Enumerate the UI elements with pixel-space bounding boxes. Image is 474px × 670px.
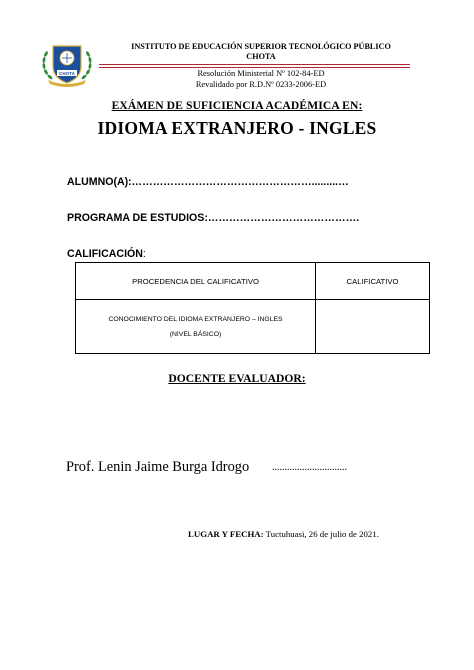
- header-divider-thin: [99, 67, 410, 68]
- student-field: [67, 176, 349, 188]
- institute-logo: [38, 40, 96, 88]
- origin-cell: [76, 300, 316, 354]
- student-label: ALUMNO(A): [67, 176, 129, 188]
- laurel-left-icon: [42, 51, 53, 80]
- evaluator-name: Prof. Lenin Jaime Burga Idrogo: [66, 459, 250, 475]
- header-divider: [99, 64, 410, 65]
- table-row: [76, 300, 430, 354]
- svg-text:CHOTA: CHOTA: [59, 70, 75, 76]
- resolution-line1: Resolución Ministerial Nº 102-84-ED: [197, 69, 325, 78]
- grade-cell: [316, 300, 430, 354]
- institute-name-line2: CHOTA: [246, 52, 276, 61]
- institute-name: [110, 42, 412, 62]
- student-value: :…………………………………………….........…: [128, 176, 349, 188]
- origin-cell-line1: CONOCIMIENTO DEL IDIOMA EXTRANJERO – INGLES: [108, 315, 283, 323]
- place-date-label: LUGAR Y FECHA:: [188, 529, 264, 539]
- header-grade: CALIFICATIVO: [316, 263, 430, 300]
- evaluator-heading: DOCENTE EVALUADOR:: [168, 372, 306, 385]
- laurel-right-icon: [81, 51, 92, 80]
- header-origin: PROCEDENCIA DEL CALIFICATIVO: [76, 263, 316, 300]
- grade-colon: :: [142, 248, 146, 260]
- origin-cell-line2: (NIVEL BÁSICO): [169, 330, 222, 338]
- signature-line: ..............................: [272, 462, 347, 473]
- place-date: [188, 529, 379, 539]
- institute-name-line1: INSTITUTO DE EDUCACIÓN SUPERIOR TECNOLÓGICO PÚBLICO: [131, 42, 391, 51]
- grades-table: [75, 262, 430, 354]
- grades-table-header-row: [76, 263, 430, 300]
- resolution-block: [110, 69, 412, 90]
- exam-subject: IDIOMA EXTRANJERO - INGLES: [97, 118, 377, 138]
- grade-field: [67, 248, 146, 260]
- grade-label: CALIFICACIÓN: [67, 248, 143, 260]
- program-field: PROGRAMA DE ESTUDIOS:…………………………………….: [67, 212, 360, 224]
- place-date-value: Tuctuhuasi, 26 de julio de 2021.: [263, 529, 379, 539]
- resolution-line2: Revalidado por R.D.Nº 0233-2006-ED: [195, 79, 327, 89]
- exam-title: EXÁMEN DE SUFICIENCIA ACADÉMICA EN:: [111, 99, 363, 112]
